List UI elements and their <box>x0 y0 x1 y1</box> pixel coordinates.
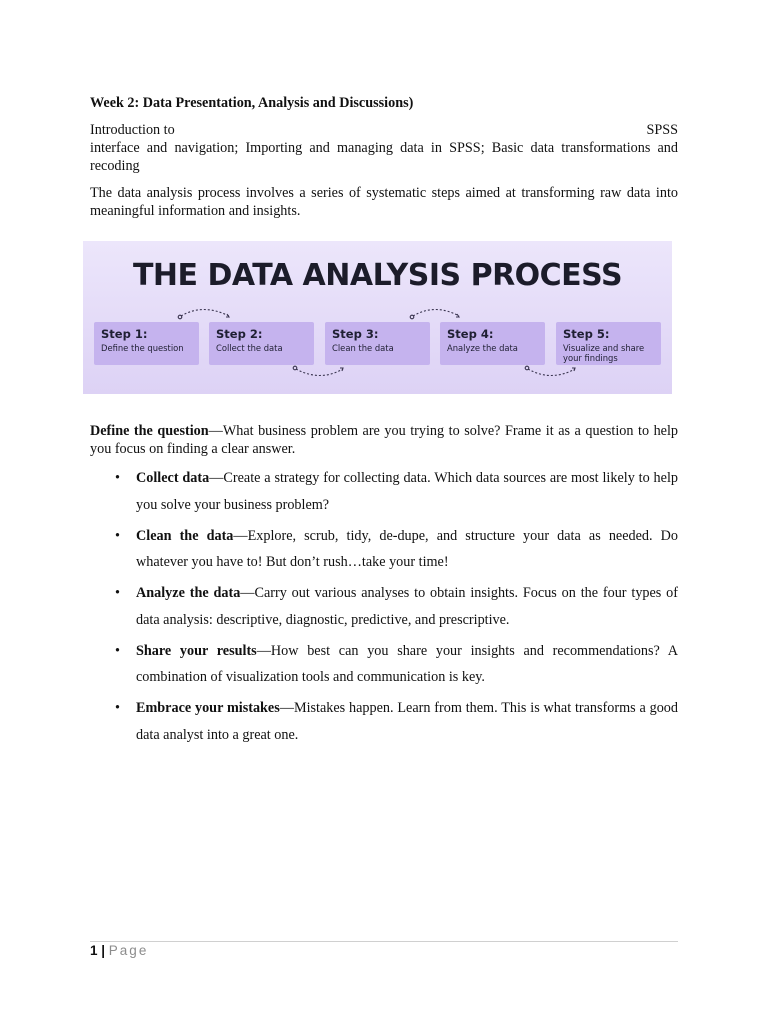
bullet-icon: • <box>115 470 120 486</box>
step-1-desc: Define the question <box>101 343 184 353</box>
page-footer <box>90 943 148 958</box>
bullet-text: —Create a strategy for collecting data. Which data sources are most likely to help you solve your business problem? <box>136 470 678 513</box>
bullet-icon: • <box>115 700 120 716</box>
step-2-box <box>209 322 314 365</box>
page-number: 1 <box>90 943 98 958</box>
bullet-text: —Explore, scrub, tidy, de-dupe, and structure your data as needed. Do whatever you have to! But don’t rush…take your time! <box>136 527 678 570</box>
bullet-icon: • <box>115 642 120 659</box>
bullet-term: Share your results <box>136 642 257 659</box>
intro-text-rest: interface and navigation; Importing and managing data in SPSS; Basic data transformations and recoding <box>90 140 678 174</box>
bullet-term: Collect data <box>136 470 210 486</box>
list-item <box>90 465 678 518</box>
arrow-dot-3 <box>293 366 297 370</box>
list-item <box>90 695 678 748</box>
arrow-dot-1 <box>178 315 182 319</box>
step-2-desc: Collect the data <box>216 343 283 353</box>
list-item <box>90 638 678 691</box>
process-arrows <box>83 241 672 394</box>
arrow-bottom-1 <box>296 369 343 376</box>
arrow-head-3 <box>340 368 343 371</box>
step-5-label: Step 5: <box>563 327 610 341</box>
step-5-box <box>556 322 661 365</box>
arrow-top-2 <box>413 310 459 317</box>
step-3-desc: Clean the data <box>332 343 394 353</box>
process-paragraph: The data analysis process involves a series of systematic steps aimed at transforming raw data into meaningful information and insights. <box>90 185 678 219</box>
arrow-dot-4 <box>525 366 529 370</box>
step-5-desc: Visualize and share your findings <box>563 343 645 363</box>
arrow-head-1 <box>226 314 229 317</box>
arrow-bottom-2 <box>528 369 575 376</box>
footer-separator: | <box>97 943 109 958</box>
intro-paragraph <box>90 121 678 175</box>
bullet-term: Embrace your mistakes <box>136 700 280 716</box>
step-1-box <box>94 322 199 365</box>
arrow-dot-2 <box>410 315 414 319</box>
step-4-desc: Analyze the data <box>447 343 518 353</box>
intro-text-start: Introduction to <box>90 122 175 138</box>
step-4-box <box>440 322 545 365</box>
list-item <box>90 580 678 633</box>
step-3-box <box>325 322 430 365</box>
define-question-paragraph <box>90 422 678 458</box>
page-label: Page <box>108 943 149 958</box>
data-analysis-process-graphic <box>83 241 672 394</box>
bullet-text: —Carry out various analyses to obtain insights. Focus on the four types of data analysis: descriptive, diagnostic, predictive, and prescriptive. <box>136 585 679 628</box>
bullet-icon: • <box>115 527 120 544</box>
define-question-text: —What business problem are you trying to solve? Frame it as a question to help you focus on finding a clear answer. <box>90 423 679 457</box>
bullet-term: Clean the data <box>136 527 234 544</box>
process-bullet-list <box>90 465 678 753</box>
bullet-text: —How best can you share your insights and recommendations? A combination of visualization tools and communication is key. <box>136 642 678 685</box>
arrow-top-1 <box>181 310 229 317</box>
list-item <box>90 523 678 576</box>
define-question-term: Define the question <box>90 423 209 439</box>
step-2-label: Step 2: <box>216 327 263 341</box>
step-3-label: Step 3: <box>332 327 379 341</box>
arrow-head-4 <box>572 368 575 371</box>
bullet-icon: • <box>115 585 120 601</box>
bullet-text: —Mistakes happen. Learn from them. This is what transforms a good data analyst into a great one. <box>136 700 678 743</box>
graphic-title: THE DATA ANALYSIS PROCESS <box>132 258 623 293</box>
step-1-label: Step 1: <box>101 327 148 341</box>
footer-divider <box>90 941 678 942</box>
step-4-label: Step 4: <box>447 327 494 341</box>
intro-text-spss: SPSS <box>646 122 678 138</box>
section-heading: Week 2: Data Presentation, Analysis and Discussions) <box>90 95 414 111</box>
bullet-term: Analyze the data <box>136 585 241 601</box>
